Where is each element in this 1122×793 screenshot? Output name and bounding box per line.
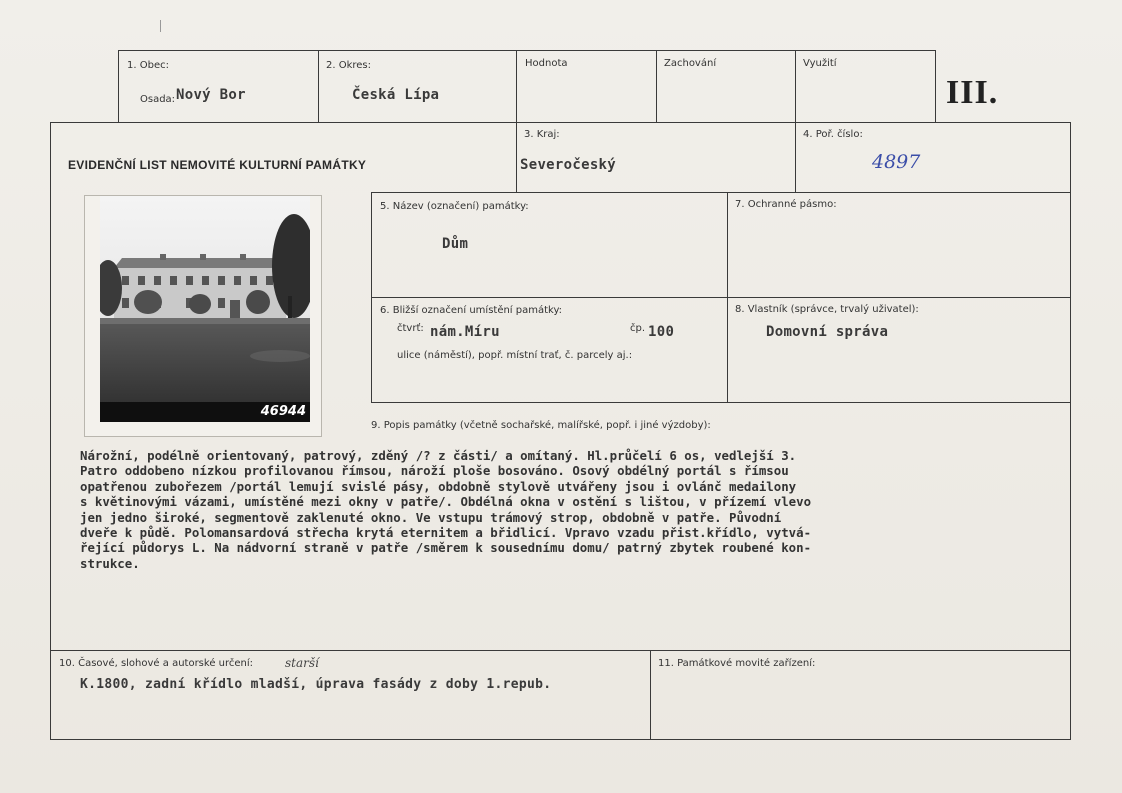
casove-label: 10. Časové, slohové a autorské určení: (59, 658, 254, 669)
fields-bottom-border (371, 402, 1071, 403)
kraj-label: 3. Kraj: (524, 129, 560, 140)
top-row-divider-2 (516, 50, 517, 122)
series-mark: III. (946, 74, 999, 111)
bottom-row-top-border (50, 650, 1071, 651)
vyuziti-label: Využití (803, 58, 837, 69)
popis-line: dveře k půdě. Polomansardová střecha krytá eternitem a břidlicí. Vpravo vzadu přist.křídlo, vytvá- (80, 525, 812, 541)
osada-label: Osada: (140, 94, 176, 105)
nazev-label: 5. Název (označení) památky: (380, 201, 529, 212)
popis-line: strukce. (80, 555, 140, 571)
popis-line: jen jedno široké, segmentově zaklenuté okno. Ve vstupu trámový strop, obdobně v patře. Původní (80, 509, 782, 525)
obec-label: 1. Obec: (127, 60, 169, 71)
nazev-value: Dům (442, 236, 469, 252)
popis-line: opatřenou zubořezem /portál lemují svislé pásy, obdobně stylově utvářeny jsou i ovlánč medailony (80, 478, 797, 494)
header-divider-1 (516, 122, 517, 192)
por-cislo-label: 4. Poř. číslo: (803, 129, 863, 140)
top-row-divider-3 (656, 50, 657, 122)
header-divider-2 (795, 122, 796, 192)
cp-value: 100 (648, 324, 675, 340)
kraj-value: Severočeský (520, 157, 617, 173)
corner-mark (160, 20, 161, 32)
ulice-label: ulice (náměstí), popř. místní trať, č. parcely aj.: (397, 350, 633, 361)
ctvrt-value: nám.Míru (430, 324, 500, 340)
casove-value: K.1800, zadní křídlo mladší, úprava fasády z doby 1.repub. (80, 677, 552, 692)
building-photo-image (100, 196, 310, 422)
fields-mid-border (371, 297, 1071, 298)
popis-line: s květinovými vázami, umístěné mezi okny v patře/. Obdélná okna v ostění s lištou, v přízemí vlevo (80, 494, 812, 510)
movite-zarizeni-label: 11. Památkové movité zařízení: (658, 658, 816, 669)
zachovani-label: Zachování (664, 58, 717, 69)
ctvrt-label: čtvrť: (397, 323, 424, 334)
top-row-divider-4 (795, 50, 796, 122)
popis-text (80, 448, 1060, 571)
negative-number: 46944 (260, 404, 306, 419)
top-row-top-border (118, 50, 936, 51)
popis-label: 9. Popis památky (včetně sochařské, malířské, popř. i jiné výzdoby): (371, 420, 711, 431)
popis-line: Patro oddobeno nízkou profilovanou římsou, nároží ploše bosováno. Osový obdélný portál s římsou (80, 463, 789, 479)
por-cislo-value: 4897 (872, 151, 921, 173)
obec-value: Nový Bor (176, 87, 246, 103)
main-top-border (50, 122, 1071, 123)
header-bottom-border (371, 192, 1071, 193)
top-row-left-border (118, 50, 119, 122)
vlastnik-label: 8. Vlastník (správce, trvalý uživatel): (735, 304, 919, 315)
main-left-border (50, 122, 51, 740)
popis-line: řející půdorys L. Na nádvorní straně v patře /směrem k sousednímu domu/ patrný zbytek roubené kon- (80, 540, 812, 556)
cp-label: čp. (630, 323, 646, 334)
main-bottom-border (50, 739, 1071, 740)
okres-label: 2. Okres: (326, 60, 372, 71)
main-right-border (1070, 122, 1071, 740)
hodnota-label: Hodnota (525, 58, 568, 69)
building-photo (100, 196, 310, 422)
top-row-divider-1 (318, 50, 319, 122)
ochranne-pasmo-label: 7. Ochranné pásmo: (735, 199, 837, 210)
form-title: EVIDENČNÍ LIST NEMOVITÉ KULTURNÍ PAMÁTKY (68, 158, 367, 172)
bottom-row-divider (650, 650, 651, 740)
okres-value: Česká Lípa (352, 87, 440, 103)
popis-line: Nárožní, podélně orientovaný, patrový, zděný /? z části/ a omítaný. Hl.průčelí 6 os, vedlejší 3. (80, 448, 797, 463)
vlastnik-value: Domovní správa (766, 324, 889, 340)
handwritten-correction: starší (285, 656, 319, 670)
top-row-right-border (935, 50, 936, 122)
umisteni-label: 6. Bližší označení umístění památky: (380, 305, 563, 316)
